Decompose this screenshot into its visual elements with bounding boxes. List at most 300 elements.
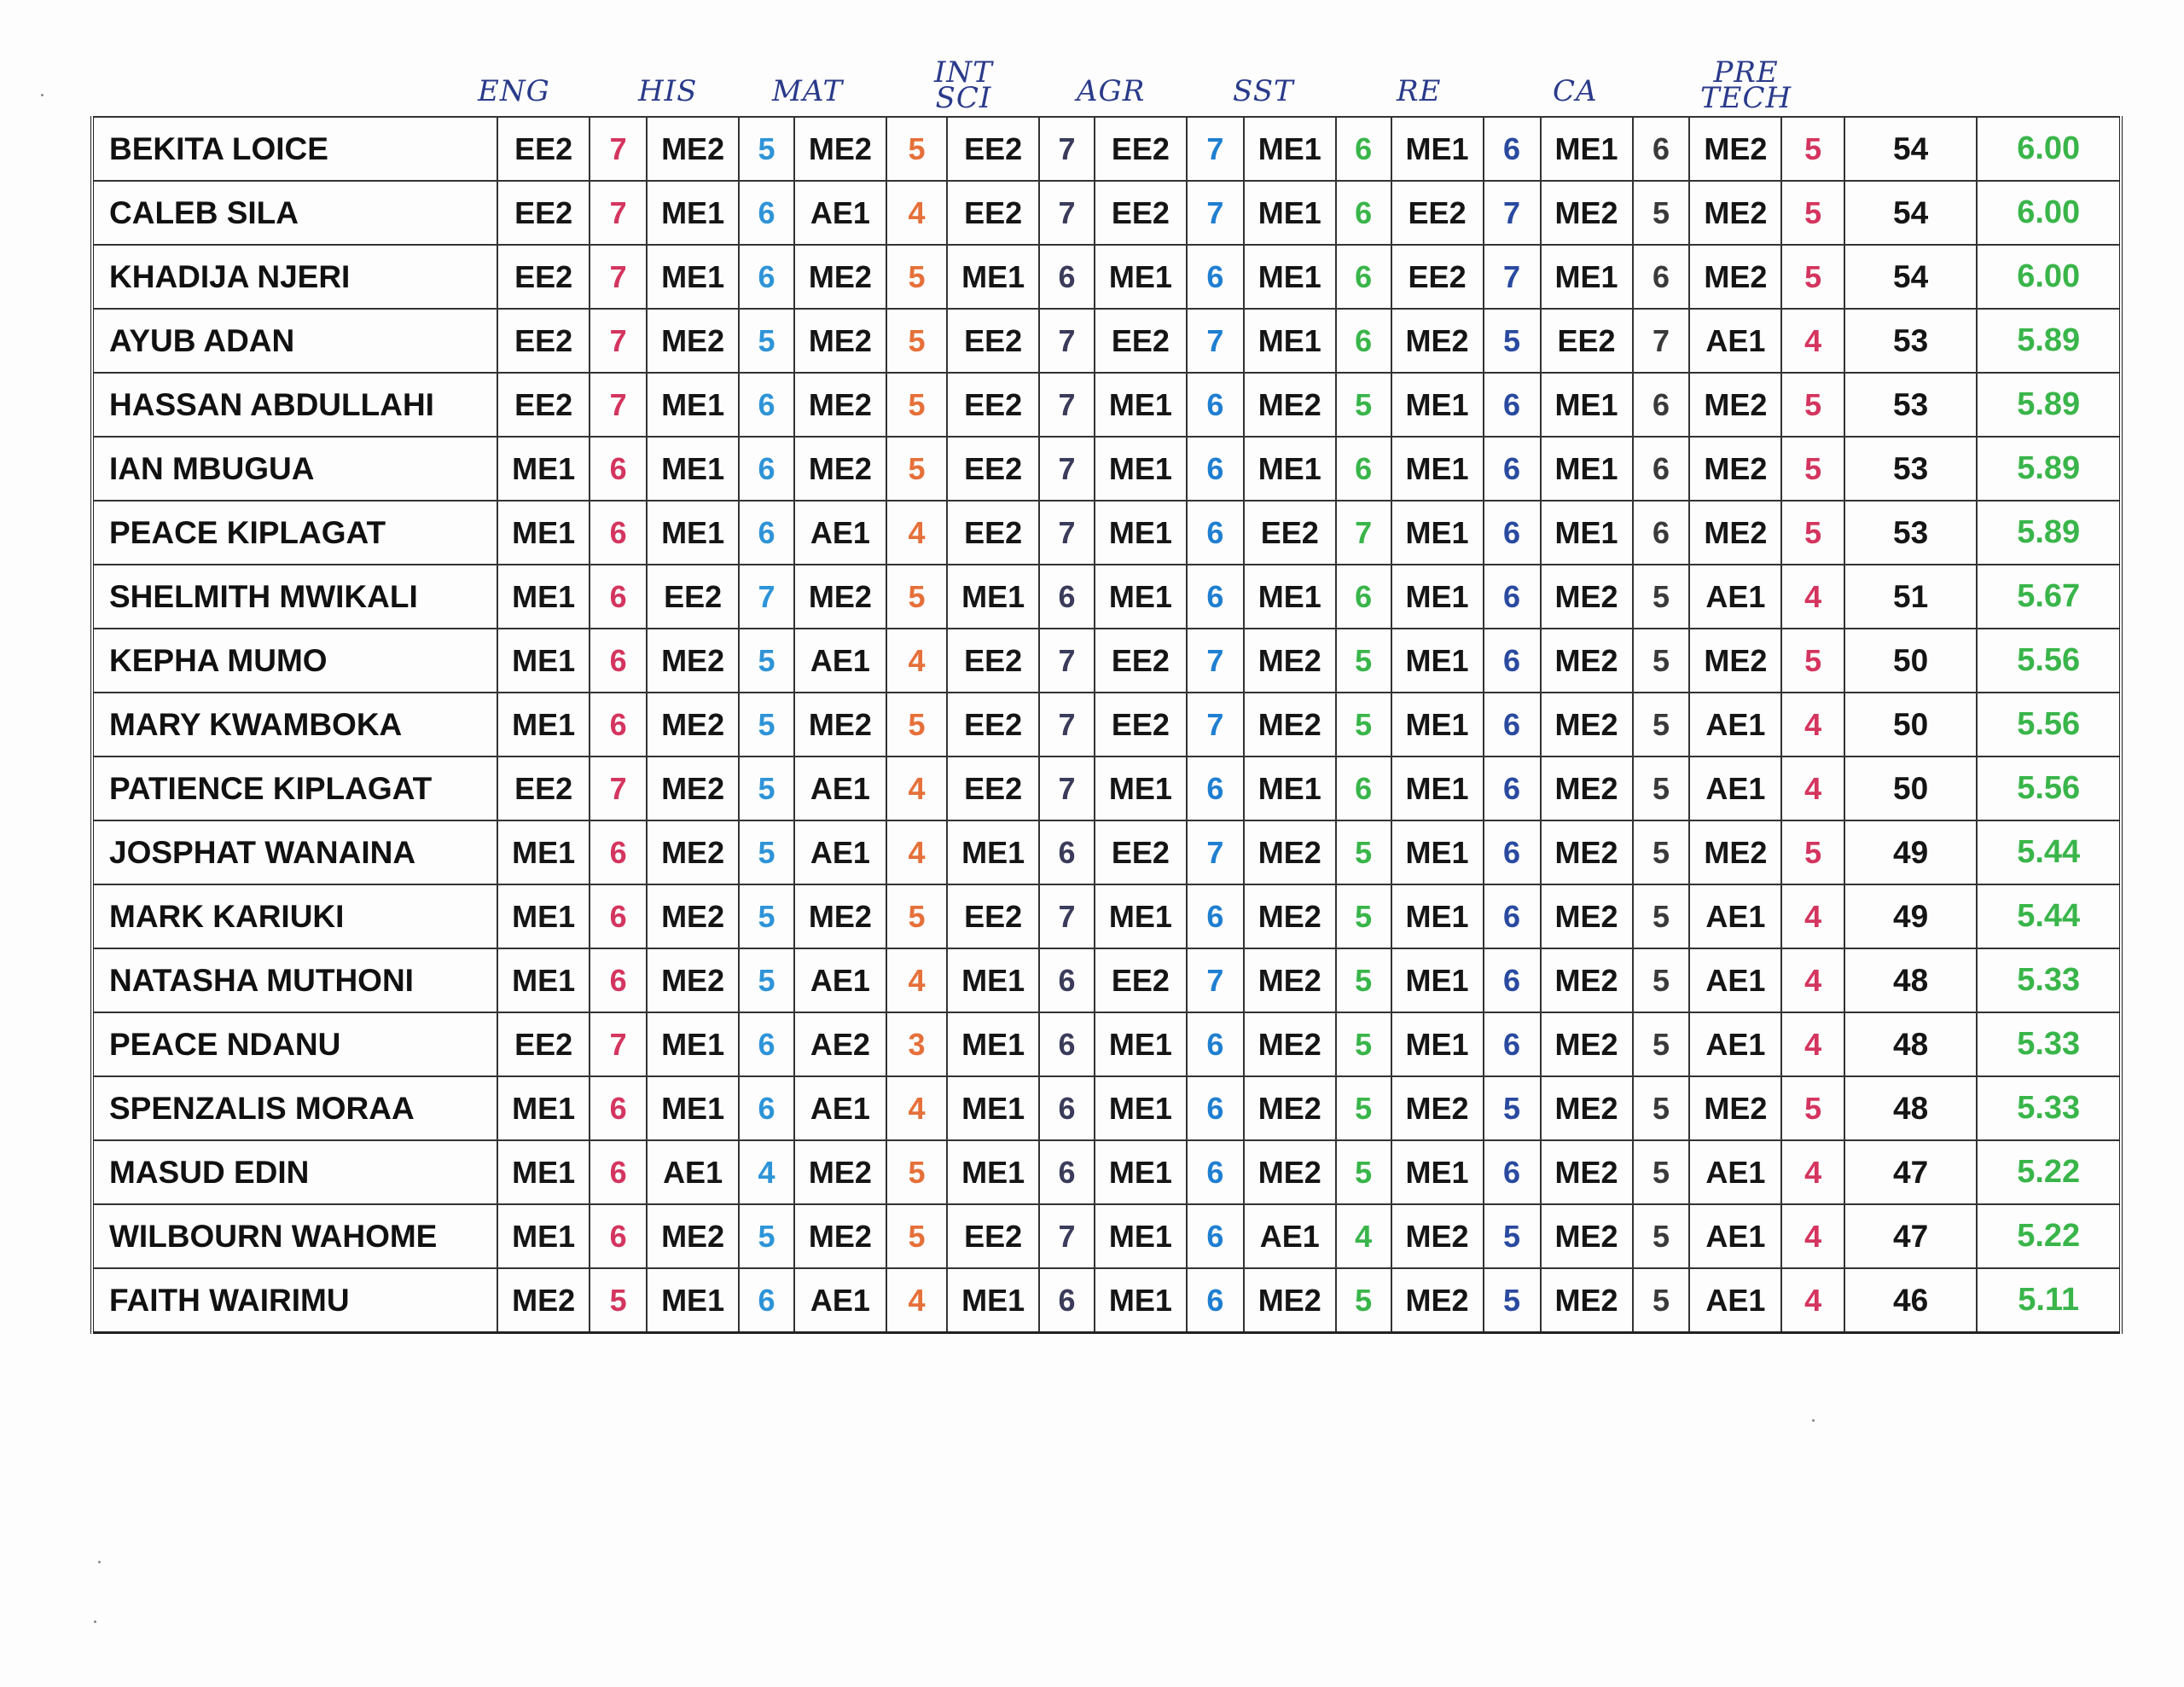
ca-level: ME1 [1541,117,1633,181]
agr-level: EE2 [1095,117,1187,181]
student-row [92,1012,2121,1076]
int-sci-points: 7 [1039,309,1095,373]
mean-score: 5.11 [1977,1268,2121,1333]
his-level: ME1 [647,373,739,437]
ca-points: 5 [1633,565,1690,629]
sst-points: 6 [1336,437,1391,501]
mean-score: 5.89 [1977,501,2121,565]
mat-level: AE1 [794,1268,886,1333]
student-row [92,757,2121,820]
student-name: SHELMITH MWIKALI [92,565,497,629]
ca-level: ME2 [1541,1204,1633,1268]
his-points: 4 [739,1140,794,1204]
student-name: FAITH WAIRIMU [92,1268,497,1333]
agr-level: ME1 [1095,1204,1187,1268]
ca-points: 6 [1633,117,1690,181]
int-sci-level: ME1 [947,1268,1039,1333]
mat-level: AE1 [794,1076,886,1140]
pre-tech-points: 4 [1781,693,1844,757]
int-sci-level: EE2 [947,629,1039,693]
mat-level: ME2 [794,309,886,373]
agr-points: 6 [1187,884,1244,948]
his-level: ME1 [647,181,739,245]
int-sci-points: 7 [1039,501,1095,565]
mat-points: 5 [886,1140,947,1204]
agr-level: EE2 [1095,948,1187,1012]
eng-level: EE2 [497,309,590,373]
int-sci-points: 6 [1039,1140,1095,1204]
agr-level: ME1 [1095,437,1187,501]
sst-points: 7 [1336,501,1391,565]
agr-points: 7 [1187,181,1244,245]
pre-tech-level: ME2 [1689,437,1781,501]
eng-level: ME1 [497,820,590,884]
his-level: ME2 [647,629,739,693]
sst-points: 6 [1336,245,1391,309]
pre-tech-level: AE1 [1689,948,1781,1012]
mat-points: 4 [886,1268,947,1333]
mat-points: 4 [886,757,947,820]
ca-points: 7 [1633,309,1690,373]
student-name: HASSAN ABDULLAHI [92,373,497,437]
eng-points: 7 [590,117,647,181]
sst-points: 5 [1336,629,1391,693]
sst-points: 6 [1336,757,1391,820]
mean-score: 5.33 [1977,948,2121,1012]
mat-points: 4 [886,948,947,1012]
his-level: ME2 [647,884,739,948]
pre-tech-points: 4 [1781,1012,1844,1076]
re-points: 6 [1484,565,1541,629]
sst-level: ME1 [1244,181,1336,245]
mean-score: 5.22 [1977,1204,2121,1268]
total-points: 47 [1844,1140,1978,1204]
re-points: 6 [1484,757,1541,820]
agr-points: 7 [1187,948,1244,1012]
sst-level: ME2 [1244,1268,1336,1333]
ca-points: 5 [1633,181,1690,245]
student-row [92,629,2121,693]
sst-points: 5 [1336,1012,1391,1076]
sst-level: ME1 [1244,309,1336,373]
his-points: 5 [739,1204,794,1268]
pre-tech-points: 5 [1781,501,1844,565]
mean-score: 5.56 [1977,629,2121,693]
pre-tech-points: 5 [1781,181,1844,245]
student-name: MARK KARIUKI [92,884,497,948]
mean-score: 5.89 [1977,437,2121,501]
mat-level: AE1 [794,629,886,693]
pre-tech-level: AE1 [1689,757,1781,820]
student-name: NATASHA MUTHONI [92,948,497,1012]
re-level: ME1 [1391,820,1484,884]
total-points: 48 [1844,948,1978,1012]
total-points: 53 [1844,309,1978,373]
subject-header-int-sci: INT SCI [934,55,993,115]
ca-points: 6 [1633,245,1690,309]
pre-tech-points: 4 [1781,565,1844,629]
ca-points: 5 [1633,629,1690,693]
int-sci-level: EE2 [947,1204,1039,1268]
re-points: 6 [1484,117,1541,181]
eng-points: 6 [590,501,647,565]
mat-points: 5 [886,1204,947,1268]
re-points: 5 [1484,1204,1541,1268]
int-sci-points: 7 [1039,437,1095,501]
mean-score: 5.22 [1977,1140,2121,1204]
re-points: 6 [1484,501,1541,565]
his-level: ME2 [647,693,739,757]
re-level: EE2 [1391,245,1484,309]
subject-header-ca: CA [1553,74,1598,108]
student-name: BEKITA LOICE [92,117,497,181]
sst-points: 5 [1336,884,1391,948]
student-name: IAN MBUGUA [92,437,497,501]
his-points: 6 [739,1012,794,1076]
eng-level: EE2 [497,757,590,820]
eng-level: EE2 [497,181,590,245]
ca-level: ME2 [1541,1268,1633,1333]
int-sci-points: 6 [1039,245,1095,309]
int-sci-level: EE2 [947,181,1039,245]
his-points: 7 [739,565,794,629]
pre-tech-points: 5 [1781,245,1844,309]
total-points: 54 [1844,181,1978,245]
agr-level: ME1 [1095,245,1187,309]
agr-level: ME1 [1095,1268,1187,1333]
student-row [92,181,2121,245]
int-sci-points: 7 [1039,181,1095,245]
sst-points: 5 [1336,820,1391,884]
sst-level: ME2 [1244,1012,1336,1076]
his-points: 6 [739,437,794,501]
ca-level: ME1 [1541,245,1633,309]
student-row [92,245,2121,309]
his-points: 6 [739,501,794,565]
mat-points: 5 [886,565,947,629]
int-sci-level: EE2 [947,884,1039,948]
agr-level: EE2 [1095,820,1187,884]
sst-points: 5 [1336,1140,1391,1204]
student-name: SPENZALIS MORAA [92,1076,497,1140]
agr-points: 6 [1187,757,1244,820]
eng-points: 6 [590,565,647,629]
student-row [92,565,2121,629]
agr-level: EE2 [1095,181,1187,245]
eng-level: ME1 [497,1204,590,1268]
student-row [92,948,2121,1012]
int-sci-level: EE2 [947,757,1039,820]
subject-header-re: RE [1397,74,1442,108]
student-name: MASUD EDIN [92,1140,497,1204]
subject-header-mat: MAT [772,74,844,108]
sst-points: 6 [1336,565,1391,629]
his-level: ME1 [647,1268,739,1333]
re-level: ME2 [1391,1076,1484,1140]
re-points: 6 [1484,693,1541,757]
student-row [92,309,2121,373]
mat-level: AE1 [794,501,886,565]
mat-level: ME2 [794,565,886,629]
re-points: 5 [1484,309,1541,373]
his-points: 5 [739,629,794,693]
agr-points: 6 [1187,1012,1244,1076]
student-name: KHADIJA NJERI [92,245,497,309]
subject-header-pre-tech: PRE TECH [1700,55,1792,115]
re-level: ME2 [1391,1268,1484,1333]
pre-tech-points: 5 [1781,820,1844,884]
sst-points: 6 [1336,309,1391,373]
int-sci-points: 7 [1039,629,1095,693]
total-points: 46 [1844,1268,1978,1333]
student-name: JOSPHAT WANAINA [92,820,497,884]
mat-level: ME2 [794,1204,886,1268]
agr-points: 7 [1187,117,1244,181]
his-points: 6 [739,181,794,245]
re-level: ME1 [1391,565,1484,629]
eng-points: 6 [590,884,647,948]
re-level: ME1 [1391,1012,1484,1076]
pre-tech-level: AE1 [1689,1140,1781,1204]
mean-score: 5.56 [1977,693,2121,757]
eng-points: 6 [590,820,647,884]
subject-header-eng: ENG [478,74,550,108]
agr-points: 7 [1187,693,1244,757]
mat-level: AE2 [794,1012,886,1076]
re-level: ME1 [1391,629,1484,693]
sst-level: ME2 [1244,1076,1336,1140]
int-sci-level: EE2 [947,437,1039,501]
mat-points: 5 [886,373,947,437]
sst-level: EE2 [1244,501,1336,565]
eng-points: 7 [590,181,647,245]
int-sci-points: 7 [1039,757,1095,820]
his-level: AE1 [647,1140,739,1204]
sst-level: ME1 [1244,757,1336,820]
pre-tech-level: ME2 [1689,117,1781,181]
his-points: 5 [739,693,794,757]
mat-level: ME2 [794,373,886,437]
student-name: AYUB ADAN [92,309,497,373]
sst-level: ME1 [1244,565,1336,629]
pre-tech-points: 4 [1781,948,1844,1012]
re-points: 6 [1484,1140,1541,1204]
his-level: ME2 [647,948,739,1012]
pre-tech-points: 5 [1781,117,1844,181]
total-points: 47 [1844,1204,1978,1268]
sst-points: 5 [1336,1076,1391,1140]
re-points: 5 [1484,1076,1541,1140]
re-level: EE2 [1391,181,1484,245]
ca-level: ME2 [1541,1140,1633,1204]
his-level: ME2 [647,117,739,181]
re-points: 6 [1484,373,1541,437]
int-sci-level: ME1 [947,1012,1039,1076]
mean-score: 5.56 [1977,757,2121,820]
eng-level: ME1 [497,629,590,693]
agr-level: ME1 [1095,757,1187,820]
sst-points: 5 [1336,693,1391,757]
student-name: MARY KWAMBOKA [92,693,497,757]
mat-points: 5 [886,117,947,181]
ca-level: ME2 [1541,565,1633,629]
agr-level: ME1 [1095,373,1187,437]
his-points: 5 [739,884,794,948]
scan-speck [41,94,44,96]
eng-points: 7 [590,245,647,309]
ca-points: 5 [1633,757,1690,820]
student-row [92,1268,2121,1333]
mat-points: 4 [886,820,947,884]
student-row [92,1076,2121,1140]
student-name: PEACE KIPLAGAT [92,501,497,565]
student-row [92,884,2121,948]
mat-points: 5 [886,884,947,948]
mat-level: AE1 [794,181,886,245]
total-points: 48 [1844,1012,1978,1076]
total-points: 54 [1844,117,1978,181]
sst-level: ME1 [1244,117,1336,181]
student-row [92,1140,2121,1204]
pre-tech-points: 4 [1781,1268,1844,1333]
his-points: 6 [739,373,794,437]
total-points: 51 [1844,565,1978,629]
sst-level: AE1 [1244,1204,1336,1268]
mean-score: 5.33 [1977,1012,2121,1076]
agr-points: 6 [1187,1140,1244,1204]
sst-level: ME2 [1244,373,1336,437]
pre-tech-level: ME2 [1689,245,1781,309]
eng-level: EE2 [497,373,590,437]
int-sci-level: EE2 [947,309,1039,373]
sst-points: 5 [1336,948,1391,1012]
agr-points: 7 [1187,820,1244,884]
eng-level: ME1 [497,501,590,565]
his-level: ME2 [647,757,739,820]
his-level: ME2 [647,309,739,373]
ca-level: ME1 [1541,373,1633,437]
pre-tech-level: AE1 [1689,884,1781,948]
his-level: ME2 [647,820,739,884]
sst-points: 5 [1336,1268,1391,1333]
his-level: ME1 [647,501,739,565]
subject-header-row [0,55,2184,121]
ca-points: 5 [1633,884,1690,948]
int-sci-points: 7 [1039,373,1095,437]
total-points: 50 [1844,693,1978,757]
his-level: EE2 [647,565,739,629]
subject-header-agr: AGR [1077,74,1146,108]
eng-points: 6 [590,1140,647,1204]
sst-level: ME2 [1244,948,1336,1012]
mat-points: 5 [886,245,947,309]
his-level: ME1 [647,245,739,309]
int-sci-points: 6 [1039,1076,1095,1140]
mat-points: 4 [886,629,947,693]
student-row [92,820,2121,884]
his-points: 5 [739,820,794,884]
sst-level: ME2 [1244,629,1336,693]
eng-level: ME1 [497,1140,590,1204]
his-points: 5 [739,309,794,373]
eng-points: 7 [590,373,647,437]
sst-points: 4 [1336,1204,1391,1268]
eng-level: ME1 [497,884,590,948]
mat-points: 4 [886,501,947,565]
int-sci-level: ME1 [947,1076,1039,1140]
ca-level: ME2 [1541,1012,1633,1076]
ca-points: 5 [1633,693,1690,757]
total-points: 50 [1844,757,1978,820]
int-sci-level: ME1 [947,1140,1039,1204]
re-level: ME1 [1391,1140,1484,1204]
agr-level: ME1 [1095,884,1187,948]
his-level: ME2 [647,1204,739,1268]
sst-level: ME1 [1244,437,1336,501]
ca-level: ME1 [1541,501,1633,565]
re-level: ME1 [1391,501,1484,565]
re-points: 5 [1484,1268,1541,1333]
mean-score: 6.00 [1977,245,2121,309]
mat-points: 5 [886,309,947,373]
ca-points: 5 [1633,1204,1690,1268]
int-sci-level: EE2 [947,373,1039,437]
mean-score: 5.44 [1977,884,2121,948]
agr-points: 6 [1187,245,1244,309]
ca-points: 5 [1633,1012,1690,1076]
int-sci-points: 6 [1039,820,1095,884]
scan-speck [94,1620,96,1623]
pre-tech-level: AE1 [1689,565,1781,629]
total-points: 50 [1844,629,1978,693]
eng-points: 6 [590,693,647,757]
mat-points: 5 [886,437,947,501]
pre-tech-points: 5 [1781,629,1844,693]
pre-tech-level: ME2 [1689,373,1781,437]
agr-points: 6 [1187,1204,1244,1268]
int-sci-points: 7 [1039,117,1095,181]
re-points: 6 [1484,437,1541,501]
int-sci-level: ME1 [947,820,1039,884]
ca-points: 5 [1633,948,1690,1012]
pre-tech-points: 4 [1781,1204,1844,1268]
int-sci-points: 7 [1039,884,1095,948]
eng-points: 7 [590,757,647,820]
mean-score: 5.89 [1977,309,2121,373]
agr-level: EE2 [1095,693,1187,757]
mat-level: AE1 [794,757,886,820]
student-row [92,501,2121,565]
eng-points: 6 [590,437,647,501]
re-points: 6 [1484,948,1541,1012]
mat-level: AE1 [794,948,886,1012]
re-points: 6 [1484,629,1541,693]
his-level: ME1 [647,437,739,501]
pre-tech-points: 4 [1781,884,1844,948]
pre-tech-points: 5 [1781,373,1844,437]
sst-level: ME2 [1244,820,1336,884]
re-level: ME1 [1391,373,1484,437]
mean-score: 5.89 [1977,373,2121,437]
mean-score: 6.00 [1977,181,2121,245]
student-name: PATIENCE KIPLAGAT [92,757,497,820]
mat-points: 5 [886,693,947,757]
scan-speck [98,1561,101,1563]
his-points: 5 [739,948,794,1012]
ca-points: 6 [1633,437,1690,501]
re-level: ME1 [1391,693,1484,757]
ca-level: ME2 [1541,693,1633,757]
